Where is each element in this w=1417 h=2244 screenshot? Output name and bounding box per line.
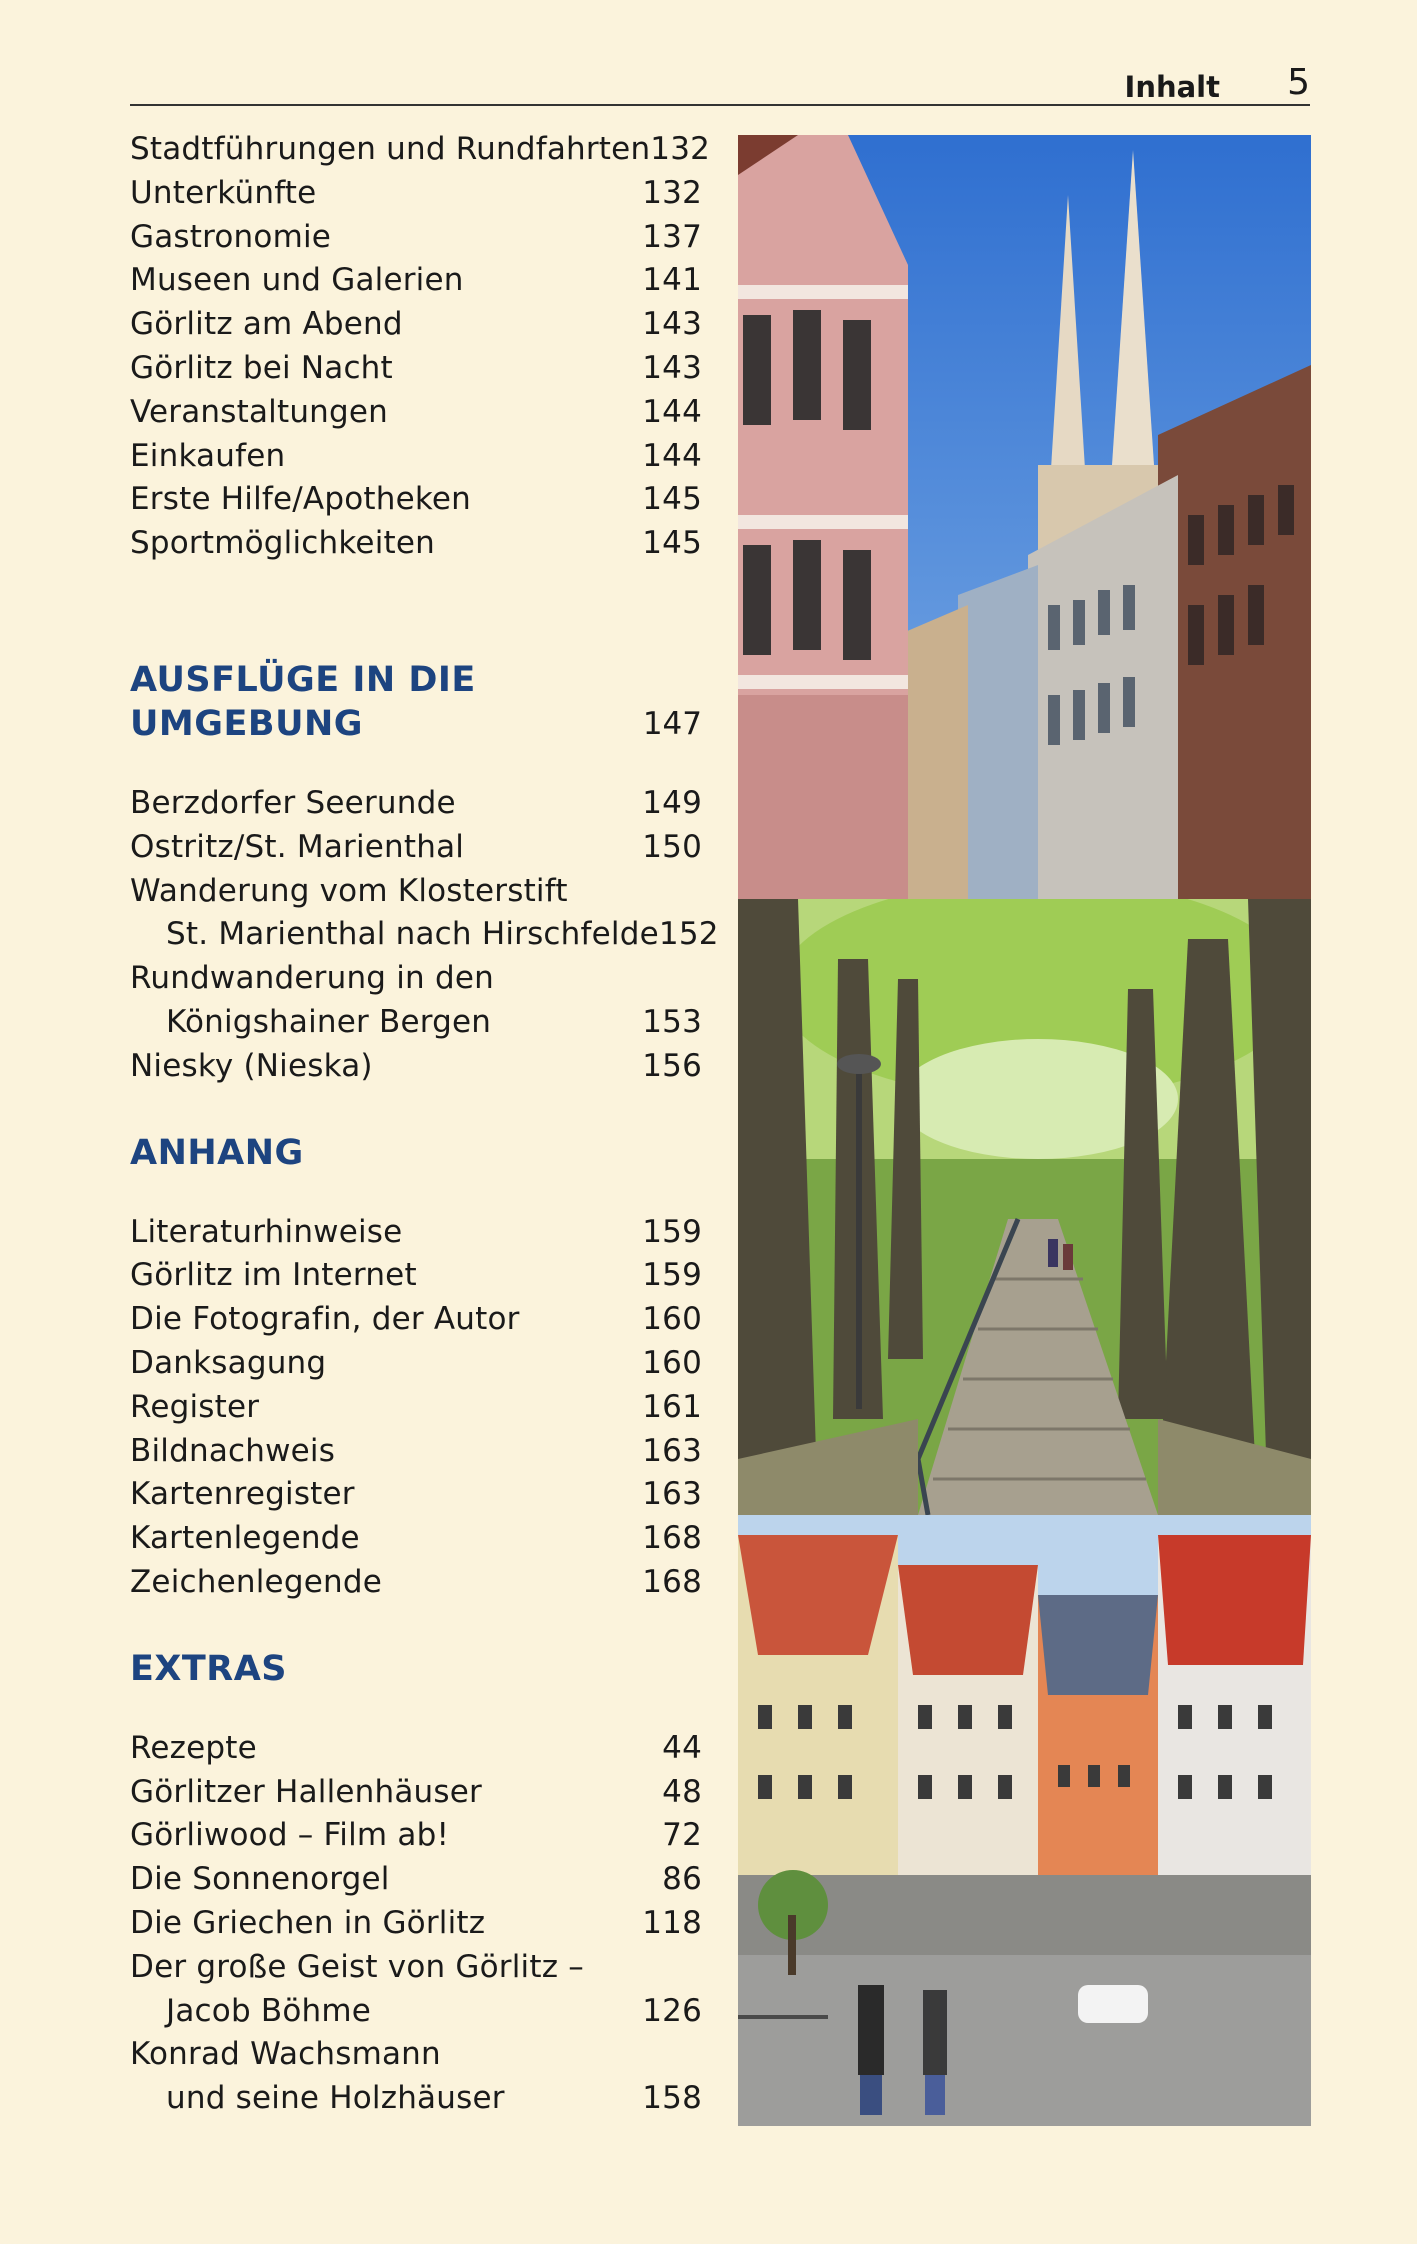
toc-entry-page: 149 bbox=[642, 784, 702, 821]
toc-entry-title: Rundwanderung in den bbox=[130, 960, 494, 997]
toc-entry-title: Einkaufen bbox=[130, 437, 286, 474]
toc-entry bbox=[130, 435, 702, 479]
section-heading-ausfluege bbox=[130, 658, 702, 746]
toc-entry-page: 144 bbox=[642, 437, 702, 474]
toc-entry-page: 152 bbox=[658, 916, 719, 953]
toc-entry bbox=[130, 1254, 702, 1298]
toc-entry bbox=[130, 1001, 702, 1045]
running-header bbox=[130, 60, 1310, 106]
toc-entry-title: Görlitzer Hallenhäuser bbox=[130, 1773, 482, 1810]
toc-section-ausfluege bbox=[130, 658, 719, 1089]
toc-entry-title: Ostritz/St. Marienthal bbox=[130, 828, 465, 865]
toc-entry-page: 44 bbox=[662, 1729, 702, 1766]
toc-entry-title: Görliwood – Film ab! bbox=[130, 1817, 450, 1854]
toc-entry bbox=[130, 1386, 702, 1430]
toc-entry-page: 158 bbox=[642, 2080, 702, 2117]
toc-entry bbox=[130, 2077, 702, 2121]
toc-entry-page: 145 bbox=[642, 481, 702, 518]
toc-entry bbox=[130, 826, 702, 870]
toc-entry-title: Königshainer Bergen bbox=[166, 1003, 492, 1040]
toc-entry bbox=[130, 1045, 702, 1089]
toc-entry bbox=[130, 478, 702, 522]
toc-entry bbox=[130, 1517, 702, 1561]
toc-entry-page: 153 bbox=[642, 1003, 702, 1040]
toc-entry-page: 160 bbox=[642, 1301, 702, 1338]
page-number: 5 bbox=[1287, 62, 1310, 103]
toc-entry-page: 141 bbox=[642, 262, 702, 299]
section-heading-page: 147 bbox=[642, 705, 702, 742]
toc-entry bbox=[130, 1211, 702, 1255]
toc-entry-title: Rezepte bbox=[130, 1729, 257, 1766]
section-heading-line: AUSFLÜGE IN DIE bbox=[130, 659, 476, 700]
section-title: Inhalt bbox=[1124, 70, 1220, 104]
toc-entry-page: 144 bbox=[642, 393, 702, 430]
toc-entry bbox=[130, 2033, 702, 2077]
toc-entry bbox=[130, 522, 702, 566]
toc-entry-page: 150 bbox=[642, 828, 702, 865]
toc-entry-page: 161 bbox=[642, 1388, 702, 1425]
toc-entry-title: Wanderung vom Klosterstift bbox=[130, 872, 568, 909]
toc-entry bbox=[130, 1727, 702, 1771]
toc-entry bbox=[130, 870, 702, 914]
toc-entry bbox=[130, 216, 702, 260]
toc-group-1 bbox=[130, 128, 711, 566]
toc-entry-page: 126 bbox=[642, 1992, 702, 2029]
toc-entry-page: 163 bbox=[642, 1432, 702, 1469]
toc-entry-page: 118 bbox=[642, 1904, 702, 1941]
toc-entry-title: Stadtführungen und Rundfahrten bbox=[130, 131, 651, 167]
toc-entry-page: 159 bbox=[642, 1213, 702, 1250]
toc-entry-title: Erste Hilfe/Apotheken bbox=[130, 481, 472, 518]
toc-entry-title: Zeichenlegende bbox=[130, 1563, 382, 1600]
toc-entry bbox=[130, 1430, 702, 1474]
toc-entry-title: Bildnachweis bbox=[130, 1432, 336, 1469]
toc-entry-page: 143 bbox=[642, 306, 702, 343]
toc-entry bbox=[130, 1946, 702, 1990]
toc-entry bbox=[130, 259, 702, 303]
toc-entry-page: 132 bbox=[650, 131, 711, 167]
toc-entry-title: Unterkünfte bbox=[130, 174, 317, 211]
toc-entry-title: Konrad Wachsmann bbox=[130, 2036, 441, 2073]
photo-forest-stairs bbox=[738, 899, 1311, 1515]
toc-entry-title: Sportmöglichkeiten bbox=[130, 525, 435, 562]
table-of-contents bbox=[130, 128, 719, 2121]
toc-entry bbox=[130, 1561, 702, 1605]
toc-entry-page: 132 bbox=[642, 174, 702, 211]
toc-entry-title: Die Fotografin, der Autor bbox=[130, 1301, 520, 1338]
toc-entry bbox=[130, 1902, 702, 1946]
toc-entry-page: 145 bbox=[642, 525, 702, 562]
section-heading-anhang: ANHANG bbox=[130, 1132, 304, 1173]
toc-entry-page: 86 bbox=[662, 1861, 702, 1898]
toc-entry-title: Kartenlegende bbox=[130, 1520, 360, 1557]
toc-entry-page: 168 bbox=[642, 1563, 702, 1600]
toc-entry-page: 168 bbox=[642, 1520, 702, 1557]
toc-entry-title: Veranstaltungen bbox=[130, 393, 389, 430]
toc-entry-title: St. Marienthal nach Hirschfelde bbox=[166, 916, 659, 953]
toc-entry-title: Gastronomie bbox=[130, 218, 332, 255]
toc-entry-page: 72 bbox=[662, 1817, 702, 1854]
toc-section-extras bbox=[130, 1647, 702, 2121]
toc-entry-title: Register bbox=[130, 1388, 260, 1425]
toc-entry-title: Niesky (Nieska) bbox=[130, 1047, 373, 1084]
toc-entry bbox=[130, 1771, 702, 1815]
toc-entry bbox=[130, 1473, 702, 1517]
section-heading-line: UMGEBUNG bbox=[130, 703, 364, 744]
toc-entry-title: Danksagung bbox=[130, 1344, 327, 1381]
toc-entry-title: Kartenregister bbox=[130, 1476, 355, 1513]
toc-list bbox=[130, 1727, 702, 2121]
toc-entry-page: 137 bbox=[642, 218, 702, 255]
toc-list bbox=[130, 782, 719, 1089]
toc-entry bbox=[130, 1858, 702, 1902]
toc-entry bbox=[130, 1298, 702, 1342]
toc-entry bbox=[130, 172, 702, 216]
toc-entry-page: 159 bbox=[642, 1257, 702, 1294]
toc-entry bbox=[130, 1990, 702, 2034]
toc-entry-title: Die Griechen in Görlitz bbox=[130, 1904, 486, 1941]
toc-section-anhang bbox=[130, 1131, 702, 1605]
toc-entry bbox=[130, 391, 702, 435]
toc-entry-title: Jacob Böhme bbox=[166, 1992, 372, 2029]
toc-entry bbox=[130, 128, 711, 172]
toc-entry-title: Görlitz im Internet bbox=[130, 1257, 417, 1294]
toc-entry bbox=[130, 347, 702, 391]
toc-entry-page: 143 bbox=[642, 349, 702, 386]
photo-column bbox=[738, 135, 1311, 2126]
toc-entry bbox=[130, 913, 719, 957]
toc-entry-page: 163 bbox=[642, 1476, 702, 1513]
section-heading-extras: EXTRAS bbox=[130, 1648, 288, 1689]
toc-entry bbox=[130, 303, 702, 347]
toc-entry-title: und seine Holzhäuser bbox=[166, 2080, 505, 2117]
toc-entry bbox=[130, 957, 702, 1001]
photo-church-street bbox=[738, 135, 1311, 899]
toc-entry-title: Görlitz bei Nacht bbox=[130, 349, 393, 386]
toc-entry-title: Museen und Galerien bbox=[130, 262, 464, 299]
toc-entry bbox=[130, 1814, 702, 1858]
toc-entry-title: Görlitz am Abend bbox=[130, 306, 403, 343]
toc-entry-page: 48 bbox=[662, 1773, 702, 1810]
toc-entry-title: Die Sonnenorgel bbox=[130, 1861, 390, 1898]
toc-entry-title: Berzdorfer Seerunde bbox=[130, 784, 456, 821]
photo-market-square bbox=[738, 1515, 1311, 2126]
toc-list bbox=[130, 1211, 702, 1605]
toc-entry bbox=[130, 1342, 702, 1386]
toc-entry-title: Literaturhinweise bbox=[130, 1213, 403, 1250]
toc-entry-title: Der große Geist von Görlitz – bbox=[130, 1948, 584, 1985]
toc-entry-page: 160 bbox=[642, 1344, 702, 1381]
toc-entry-page: 156 bbox=[642, 1047, 702, 1084]
toc-entry bbox=[130, 782, 702, 826]
